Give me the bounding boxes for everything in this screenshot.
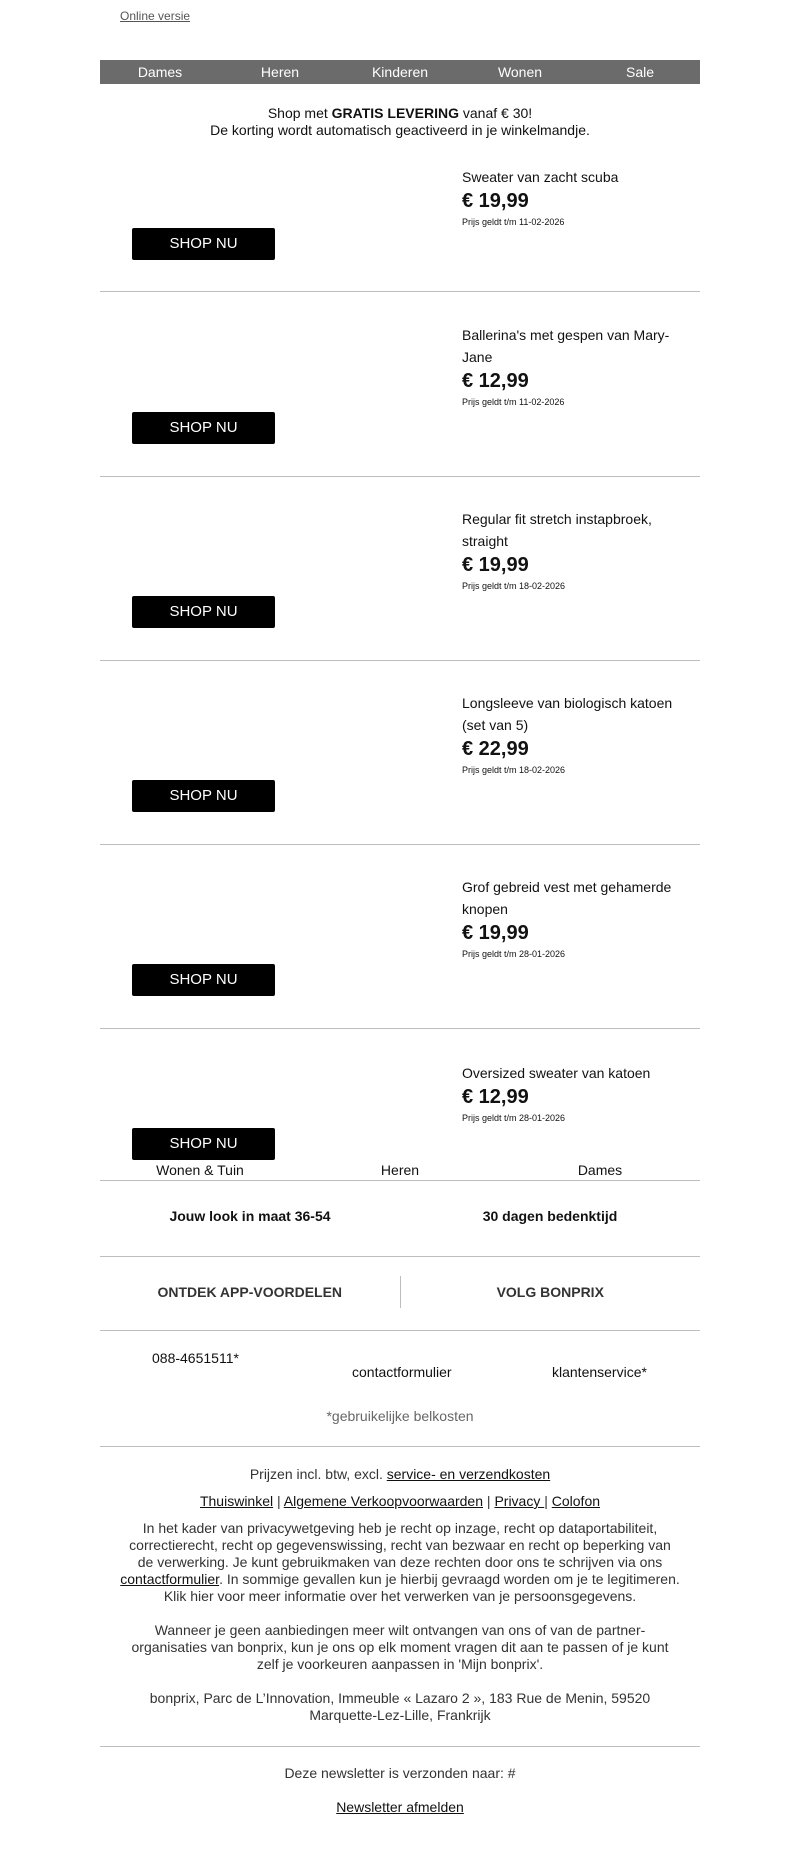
legal-links [120,1493,680,1510]
shop-now-button[interactable]: SHOP NU [132,780,275,812]
customer-service-link[interactable]: klantenservice* [552,1364,647,1380]
link-separator: | [273,1493,284,1509]
usp-return-period: 30 dagen bedenktijd [482,1208,618,1224]
shop-now-button[interactable]: SHOP NU [132,596,275,628]
category-link-heren[interactable]: Heren [380,1162,420,1178]
product-price-validity: Prijs geldt t/m 28-01-2026 [462,1113,566,1123]
prices-note [120,1466,680,1483]
contact-form-link[interactable]: contactformulier [352,1364,452,1380]
product-price: € 12,99 [462,1086,529,1108]
shop-now-button[interactable]: SHOP NU [132,412,275,444]
shop-now-button[interactable]: SHOP NU [132,964,275,996]
link-separator: | [483,1493,495,1509]
divider [100,844,700,845]
app-benefits-link[interactable]: ONTDEK APP-VOORDELEN [157,1284,343,1300]
promo-text-post: vanaf € 30! [458,105,533,121]
app-social-row [100,1276,700,1308]
divider [100,476,700,477]
product-card [100,324,700,508]
privacy-link[interactable]: Privacy [494,1493,545,1509]
divider [100,1256,700,1257]
product-name[interactable]: Ballerina's met gespen van Mary-Jane [462,327,670,365]
sent-to-note: Deze newsletter is verzonden naar: # [284,1765,516,1781]
divider [100,1446,700,1447]
privacy-contact-form-link[interactable]: contactformulier [120,1571,220,1587]
product-price: € 19,99 [462,922,529,944]
usp-sizes: Jouw look in maat 36-54 [169,1208,331,1224]
nav-item-dames[interactable]: Dames [137,64,183,80]
product-name[interactable]: Longsleeve van biologisch katoen (set van 5) [462,695,673,733]
product-name[interactable]: Oversized sweater van katoen [462,1065,651,1081]
divider [100,1180,700,1181]
phone-number[interactable]: 088-4651511* [152,1350,239,1366]
nav-item-wonen[interactable]: Wonen [497,64,543,80]
divider [100,1028,700,1029]
divider [100,660,700,661]
promo-subtext: De korting wordt automatisch geactiveerd in je winkelmandje. [210,122,590,138]
company-address: bonprix, Parc de L’Innovation, Immeuble « Lazaro 2 », 183 Rue de Menin, 59520 Marquette-Lez-Lille, Frankrijk [149,1690,651,1723]
colofon-link[interactable]: Colofon [551,1493,601,1509]
privacy-text-mid: . In sommige gevallen kun je hierbij gevraagd worden om je te legitimeren. Klik [163,1571,680,1604]
privacy-paragraph [120,1520,680,1605]
product-price: € 12,99 [462,370,529,392]
nav-item-heren[interactable]: Heren [260,64,300,80]
shop-now-button[interactable]: SHOP NU [132,1128,275,1160]
follow-bonprix-link[interactable]: VOLG BONPRIX [496,1284,604,1300]
usp-row [100,1208,700,1224]
promo-highlight: GRATIS LEVERING [331,105,459,121]
thuiswinkel-link[interactable]: Thuiswinkel [199,1493,274,1509]
terms-link[interactable]: Algemene Verkoopvoorwaarden [283,1493,484,1509]
product-price-validity: Prijs geldt t/m 11-02-2026 [462,217,565,227]
category-link-dames[interactable]: Dames [577,1162,623,1178]
optout-paragraph: Wanneer je geen aanbiedingen meer wilt ontvangen van ons of van de partner-organisaties van bonprix, kun je ons op elk moment vragen dit aan te passen of je kunt zelf je voorkeuren aanpassen in 'Mijn bonprix'. [131,1622,669,1672]
product-card [100,160,700,344]
unsubscribe-link[interactable]: Newsletter afmelden [336,1799,464,1815]
category-nav [100,60,700,84]
product-card [100,508,700,692]
product-card [100,692,700,876]
product-price: € 22,99 [462,738,529,760]
product-card [100,876,700,1060]
divider [100,1330,700,1331]
product-price-validity: Prijs geldt t/m 18-02-2026 [462,581,566,591]
product-price-validity: Prijs geldt t/m 11-02-2026 [462,397,565,407]
privacy-text: In het kader van privacywetgeving heb je recht op inzage, recht op dataportabiliteit, correctierecht, recht op gegevenswissing, recht van bezwaar en recht op beperking van de verwerking. Je kunt gebruikmaken van deze rechten door ons te schrijven via ons [129,1520,671,1570]
category-link-wonen-tuin[interactable]: Wonen & Tuin [156,1162,244,1178]
product-name[interactable]: Grof gebreid vest met gehamerde knopen [462,879,672,917]
category-links [100,1162,700,1178]
online-version-link[interactable]: Online versie [120,9,191,23]
product-price: € 19,99 [462,554,529,576]
link-separator: | [544,1493,552,1509]
product-name[interactable]: Regular fit stretch instapbroek, straight [462,511,652,549]
divider [100,291,700,292]
product-card [100,1062,700,1162]
unsubscribe-row [120,1799,680,1816]
call-cost-note: *gebruikelijke belkosten [326,1408,474,1424]
service-costs-link[interactable]: service- en verzendkosten [386,1466,551,1482]
shop-now-button[interactable]: SHOP NU [132,228,275,260]
promo-text-pre: Shop met [267,105,332,121]
prices-note-text: Prijzen incl. btw, excl. [249,1466,387,1482]
nav-item-sale[interactable]: Sale [625,64,655,80]
privacy-info-link[interactable]: hier [190,1588,214,1604]
divider [100,1746,700,1747]
product-name[interactable]: Sweater van zacht scuba [462,169,619,185]
promo-banner [100,105,700,139]
product-price-validity: Prijs geldt t/m 28-01-2026 [462,949,566,959]
product-price-validity: Prijs geldt t/m 18-02-2026 [462,765,566,775]
product-price: € 19,99 [462,190,529,212]
nav-item-kinderen[interactable]: Kinderen [371,64,429,80]
privacy-text-post: voor meer informatie over het verwerken van je persoonsgegevens. [213,1588,637,1604]
